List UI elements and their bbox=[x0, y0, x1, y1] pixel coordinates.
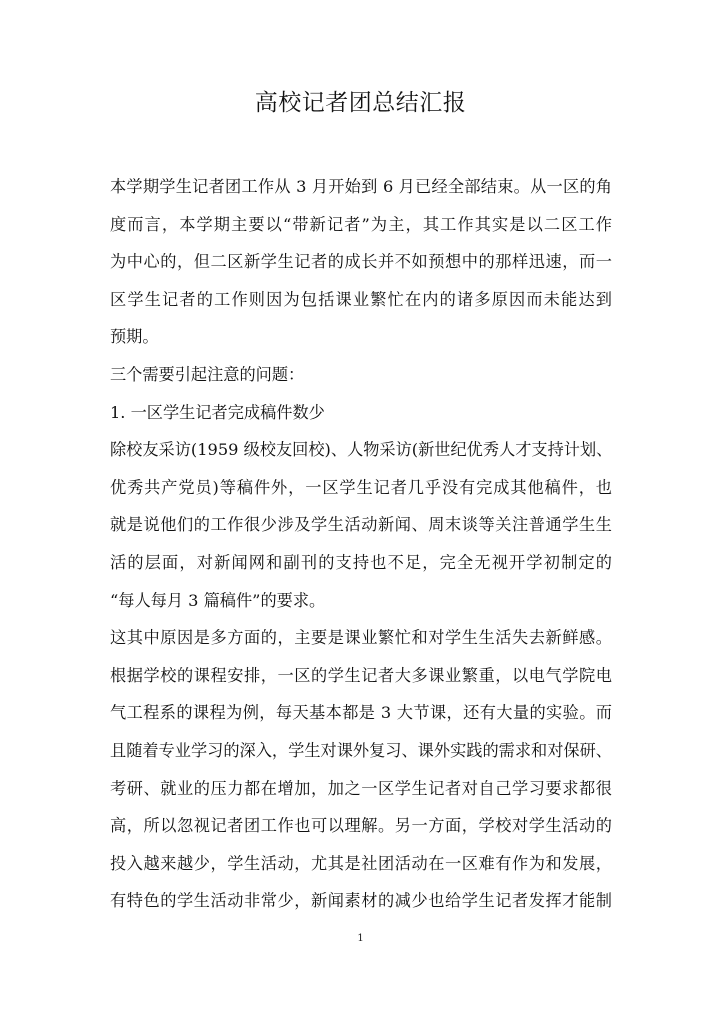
page-number: 1 bbox=[357, 933, 364, 944]
body-line: 预期。 bbox=[110, 327, 159, 347]
section-intro: 三个需要引起注意的问题： bbox=[110, 364, 305, 384]
body-line: “每人每月 3 篇稿件”的要求。 bbox=[110, 590, 326, 610]
body-line: 就是说他们的工作很少涉及学生活动新闻、周末谈等关注普通学生生 bbox=[110, 515, 612, 535]
body-line: 有特色的学生活动非常少，新闻素材的减少也给学生记者发挥才能制 bbox=[110, 891, 612, 911]
body-line: 区学生记者的工作则因为包括课业繁忙在内的诸多原因而未能达到 bbox=[110, 289, 612, 309]
body-line: 活的层面，对新闻网和副刊的支持也不足，完全无视开学初制定的 bbox=[110, 552, 612, 572]
document-title: 高校记者团总结汇报 bbox=[254, 90, 467, 116]
body-line: 气工程系的课程为例，每天基本都是 3 大节课，还有大量的实验。而 bbox=[110, 703, 612, 723]
body-line: 本学期学生记者团工作从 3 月开始到 6 月已经全部结束。从一区的角 bbox=[110, 177, 612, 196]
body-line: 投入越来越少，学生活动，尤其是社团活动在一区难有作为和发展， bbox=[110, 853, 612, 873]
body-line: 这其中原因是多方面的，主要是课业繁忙和对学生生活失去新鲜感。 bbox=[110, 628, 612, 648]
body-line: 高，所以忽视记者团工作也可以理解。另一方面，学校对学生活动的 bbox=[110, 816, 612, 836]
body-line: 根据学校的课程安排，一区的学生记者大多课业繁重，以电气学院电 bbox=[110, 665, 612, 685]
body-line: 度而言，本学期主要以“带新记者”为主，其工作其实是以二区工作 bbox=[110, 214, 612, 234]
body-line: 除校友采访(1959 级校友回校)、人物采访(新世纪优秀人才支持计划、 bbox=[110, 440, 613, 460]
body-line: 为中心的，但二区新学生记者的成长并不如预想中的那样迅速，而一 bbox=[110, 252, 612, 272]
body-line: 且随着专业学习的深入，学生对课外复习、课外实践的需求和对保研、 bbox=[110, 740, 612, 760]
body-line: 考研、就业的压力都在增加，加之一区学生记者对自己学习要求都很 bbox=[110, 778, 612, 798]
section-heading: 1. 一区学生记者完成稿件数少 bbox=[110, 402, 325, 422]
body-line: 优秀共产党员)等稿件外，一区学生记者几乎没有完成其他稿件，也 bbox=[110, 477, 612, 497]
document-body bbox=[110, 168, 612, 920]
